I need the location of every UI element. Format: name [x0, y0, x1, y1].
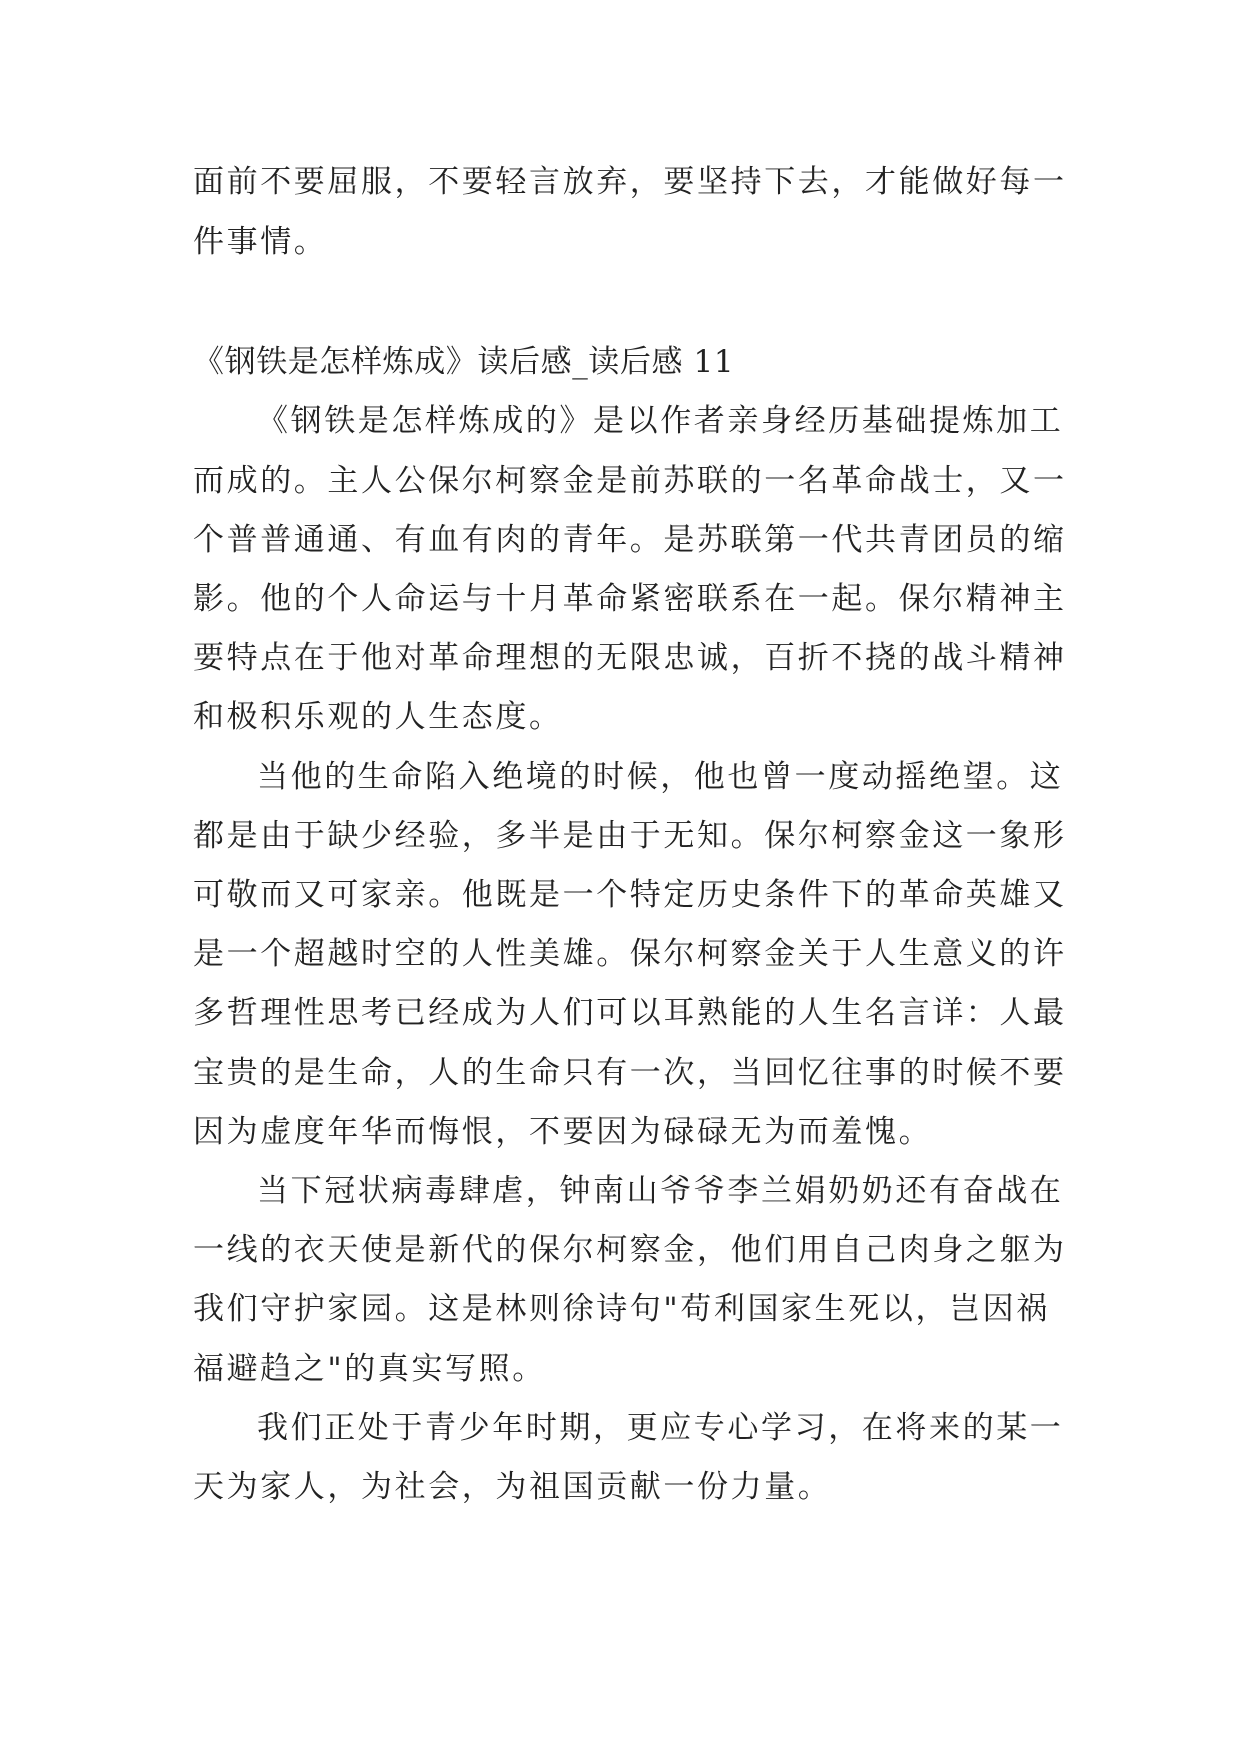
text-line: 都是由于缺少经验，多半是由于无知。保尔柯察金这一象形 [193, 818, 1067, 854]
text-line: 影。他的个人命运与十月革命紧密联系在一起。保尔精神主 [193, 581, 1067, 617]
section-title: 《钢铁是怎样炼成》读后感_读后感 11 [193, 344, 735, 380]
text-line: 要特点在于他对革命理想的无限忠诚，百折不挠的战斗精神 [193, 640, 1067, 676]
text-line: 件事情。 [193, 224, 328, 260]
text-line: 面前不要屈服，不要轻言放弃，要坚持下去，才能做好每一 [193, 164, 1067, 200]
text-line: 可敬而又可家亲。他既是一个特定历史条件下的革命英雄又 [193, 877, 1067, 913]
text-line: 个普普通通、有血有肉的青年。是苏联第一代共青团员的缩 [193, 522, 1067, 558]
text-line: 宝贵的是生命，人的生命只有一次，当回忆往事的时候不要 [193, 1055, 1067, 1091]
text-line: 是一个超越时空的人性美雄。保尔柯察金关于人生意义的许 [193, 936, 1067, 972]
text-line: 我们守护家园。这是林则徐诗句"苟利国家生死以，岂因祸 [193, 1291, 1050, 1327]
paragraph-first-line: 当他的生命陷入绝境的时候，他也曾一度动摇绝望。这 [257, 759, 1064, 795]
paragraph-first-line: 《钢铁是怎样炼成的》是以作者亲身经历基础提炼加工 [257, 403, 1064, 439]
text-line: 而成的。主人公保尔柯察金是前苏联的一名革命战士，又一 [193, 463, 1067, 499]
paragraph-first-line: 我们正处于青少年时期，更应专心学习，在将来的某一 [257, 1410, 1064, 1446]
paragraph-first-line: 当下冠状病毒肆虐，钟南山爷爷李兰娟奶奶还有奋战在 [257, 1173, 1064, 1209]
text-line: 天为家人，为社会，为祖国贡献一份力量。 [193, 1469, 832, 1505]
text-line: 和极积乐观的人生态度。 [193, 699, 563, 735]
text-line: 福避趋之"的真实写照。 [193, 1351, 546, 1387]
text-line: 多哲理性思考已经成为人们可以耳熟能的人生名言详：人最 [193, 995, 1067, 1031]
text-line: 一线的衣天使是新代的保尔柯察金，他们用自己肉身之躯为 [193, 1232, 1067, 1268]
text-line: 因为虚度年华而悔恨，不要因为碌碌无为而羞愧。 [193, 1114, 933, 1150]
